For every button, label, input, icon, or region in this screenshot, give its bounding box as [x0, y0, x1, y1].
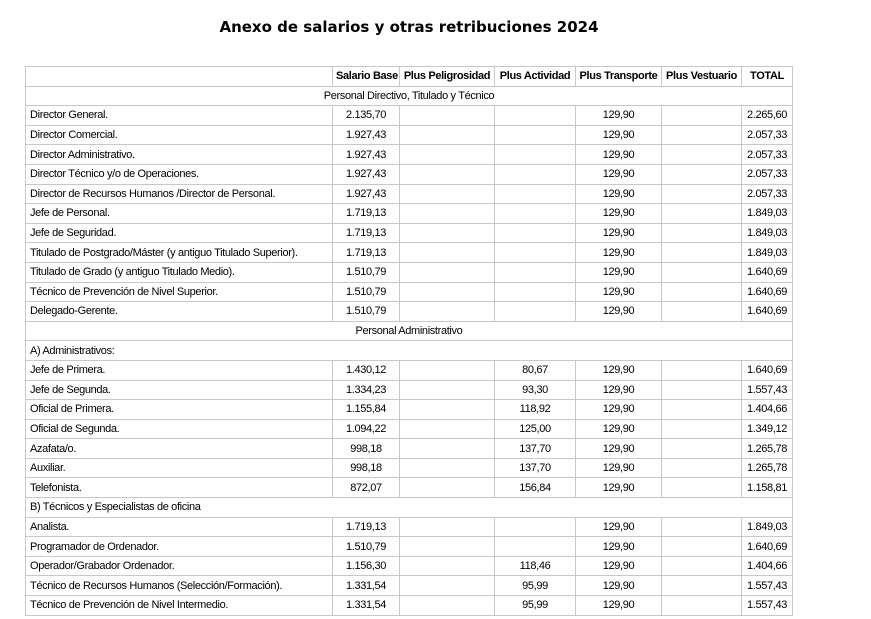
cell-plus-peligrosidad [400, 302, 495, 322]
cell-plus-vestuario [662, 556, 742, 576]
cell-salario-base: 1.510,79 [333, 282, 400, 302]
cell-salario-base: 1.927,43 [333, 184, 400, 204]
cell-total: 1.849,03 [742, 223, 793, 243]
cell-job-title: Azafata/o. [26, 439, 333, 459]
table-row [26, 184, 793, 204]
column-header-plus-actividad: Plus Actividad [495, 67, 576, 87]
table-row [26, 360, 793, 380]
table-row [26, 380, 793, 400]
cell-job-title: Jefe de Seguridad. [26, 223, 333, 243]
cell-plus-actividad [495, 145, 576, 165]
table-row [26, 478, 793, 498]
cell-plus-actividad [495, 184, 576, 204]
cell-plus-peligrosidad [400, 106, 495, 126]
cell-job-title: Jefe de Primera. [26, 360, 333, 380]
cell-plus-actividad [495, 302, 576, 322]
cell-plus-peligrosidad [400, 596, 495, 616]
cell-plus-transporte: 129,90 [576, 458, 662, 478]
cell-plus-vestuario [662, 596, 742, 616]
cell-salario-base: 872,07 [333, 478, 400, 498]
cell-total: 1.557,43 [742, 576, 793, 596]
table-row [26, 106, 793, 126]
cell-salario-base: 1.430,12 [333, 360, 400, 380]
cell-job-title: Director General. [26, 106, 333, 126]
cell-plus-vestuario [662, 400, 742, 420]
table-row [26, 282, 793, 302]
subsection-header-row [26, 498, 793, 518]
cell-total: 2.057,33 [742, 184, 793, 204]
cell-plus-actividad [495, 106, 576, 126]
cell-salario-base: 1.719,13 [333, 204, 400, 224]
cell-plus-peligrosidad [400, 204, 495, 224]
cell-plus-transporte: 129,90 [576, 517, 662, 537]
cell-total: 1.849,03 [742, 243, 793, 263]
cell-plus-vestuario [662, 145, 742, 165]
section-header-row [26, 86, 793, 106]
cell-job-title: Director de Recursos Humanos /Director de Personal. [26, 184, 333, 204]
cell-plus-actividad: 118,46 [495, 556, 576, 576]
cell-plus-vestuario [662, 458, 742, 478]
cell-plus-actividad [495, 537, 576, 557]
cell-plus-vestuario [662, 164, 742, 184]
cell-salario-base: 1.094,22 [333, 419, 400, 439]
cell-job-title: Delegado-Gerente. [26, 302, 333, 322]
cell-plus-vestuario [662, 419, 742, 439]
cell-plus-actividad: 80,67 [495, 360, 576, 380]
table-row [26, 262, 793, 282]
cell-plus-transporte: 129,90 [576, 439, 662, 459]
cell-plus-transporte: 129,90 [576, 204, 662, 224]
cell-plus-vestuario [662, 282, 742, 302]
table-row [26, 125, 793, 145]
cell-salario-base: 1.331,54 [333, 576, 400, 596]
table-row [26, 596, 793, 616]
cell-job-title: Telefonista. [26, 478, 333, 498]
cell-job-title: Jefe de Personal. [26, 204, 333, 224]
cell-plus-vestuario [662, 380, 742, 400]
cell-plus-peligrosidad [400, 262, 495, 282]
cell-job-title: Titulado de Postgrado/Máster (y antiguo Titulado Superior). [26, 243, 333, 263]
cell-job-title: Programador de Ordenador. [26, 537, 333, 557]
cell-plus-actividad: 125,00 [495, 419, 576, 439]
cell-job-title: Operador/Grabador Ordenador. [26, 556, 333, 576]
cell-plus-vestuario [662, 184, 742, 204]
cell-plus-transporte: 129,90 [576, 302, 662, 322]
cell-total: 2.057,33 [742, 164, 793, 184]
cell-salario-base: 1.927,43 [333, 125, 400, 145]
cell-plus-actividad: 93,30 [495, 380, 576, 400]
subsection-label: B) Técnicos y Especialistas de oficina [26, 498, 793, 518]
cell-job-title: Jefe de Segunda. [26, 380, 333, 400]
cell-plus-transporte: 129,90 [576, 360, 662, 380]
cell-plus-transporte: 129,90 [576, 106, 662, 126]
cell-plus-actividad [495, 223, 576, 243]
cell-plus-vestuario [662, 223, 742, 243]
cell-plus-vestuario [662, 439, 742, 459]
cell-plus-transporte: 129,90 [576, 262, 662, 282]
table-row [26, 537, 793, 557]
column-header-plus-vestuario: Plus Vestuario [662, 67, 742, 87]
cell-total: 1.265,78 [742, 439, 793, 459]
cell-plus-vestuario [662, 478, 742, 498]
cell-plus-vestuario [662, 576, 742, 596]
cell-plus-peligrosidad [400, 400, 495, 420]
table-row [26, 419, 793, 439]
cell-plus-vestuario [662, 125, 742, 145]
cell-plus-vestuario [662, 517, 742, 537]
cell-total: 1.557,43 [742, 596, 793, 616]
cell-plus-transporte: 129,90 [576, 478, 662, 498]
cell-plus-transporte: 129,90 [576, 380, 662, 400]
cell-plus-vestuario [662, 537, 742, 557]
subsection-header-row [26, 341, 793, 361]
cell-total: 2.057,33 [742, 125, 793, 145]
table-row [26, 576, 793, 596]
table-row [26, 223, 793, 243]
cell-plus-peligrosidad [400, 537, 495, 557]
cell-plus-peligrosidad [400, 223, 495, 243]
cell-total: 1.557,43 [742, 380, 793, 400]
cell-total: 1.640,69 [742, 262, 793, 282]
cell-total: 2.057,33 [742, 145, 793, 165]
cell-salario-base: 2.135,70 [333, 106, 400, 126]
cell-plus-transporte: 129,90 [576, 243, 662, 263]
cell-plus-actividad [495, 125, 576, 145]
cell-plus-actividad [495, 517, 576, 537]
cell-plus-actividad [495, 282, 576, 302]
table-row [26, 439, 793, 459]
cell-total: 1.404,66 [742, 556, 793, 576]
cell-job-title: Auxiliar. [26, 458, 333, 478]
cell-total: 1.265,78 [742, 458, 793, 478]
cell-plus-actividad: 95,99 [495, 596, 576, 616]
cell-plus-actividad: 118,92 [495, 400, 576, 420]
cell-plus-vestuario [662, 204, 742, 224]
cell-plus-vestuario [662, 302, 742, 322]
cell-salario-base: 998,18 [333, 439, 400, 459]
cell-salario-base: 1.334,23 [333, 380, 400, 400]
table-row [26, 556, 793, 576]
table-row [26, 164, 793, 184]
cell-salario-base: 1.719,13 [333, 517, 400, 537]
subsection-label: A) Administrativos: [26, 341, 793, 361]
cell-plus-peligrosidad [400, 125, 495, 145]
cell-total: 2.265,60 [742, 106, 793, 126]
cell-plus-actividad [495, 262, 576, 282]
cell-plus-actividad [495, 204, 576, 224]
cell-salario-base: 1.719,13 [333, 223, 400, 243]
cell-job-title: Técnico de Recursos Humanos (Selección/Formación). [26, 576, 333, 596]
cell-salario-base: 1.510,79 [333, 537, 400, 557]
cell-plus-actividad: 95,99 [495, 576, 576, 596]
column-header-salario-base: Salario Base [333, 67, 400, 87]
cell-total: 1.849,03 [742, 204, 793, 224]
cell-job-title: Técnico de Prevención de Nivel Superior. [26, 282, 333, 302]
cell-plus-transporte: 129,90 [576, 125, 662, 145]
cell-plus-transporte: 129,90 [576, 576, 662, 596]
cell-salario-base: 1.927,43 [333, 145, 400, 165]
cell-plus-actividad [495, 243, 576, 263]
column-header-category [26, 67, 333, 87]
cell-total: 1.640,69 [742, 282, 793, 302]
cell-salario-base: 998,18 [333, 458, 400, 478]
cell-plus-vestuario [662, 360, 742, 380]
cell-plus-actividad: 156,84 [495, 478, 576, 498]
cell-total: 1.349,12 [742, 419, 793, 439]
cell-plus-peligrosidad [400, 439, 495, 459]
table-row [26, 458, 793, 478]
cell-salario-base: 1.510,79 [333, 262, 400, 282]
cell-salario-base: 1.155,84 [333, 400, 400, 420]
column-header-plus-transporte: Plus Transporte [576, 67, 662, 87]
cell-total: 1.158,81 [742, 478, 793, 498]
cell-plus-peligrosidad [400, 145, 495, 165]
cell-plus-peligrosidad [400, 556, 495, 576]
table-row [26, 400, 793, 420]
cell-job-title: Titulado de Grado (y antiguo Titulado Medio). [26, 262, 333, 282]
cell-plus-peligrosidad [400, 517, 495, 537]
cell-salario-base: 1.156,30 [333, 556, 400, 576]
cell-plus-transporte: 129,90 [576, 164, 662, 184]
cell-plus-transporte: 129,90 [576, 596, 662, 616]
cell-total: 1.640,69 [742, 360, 793, 380]
cell-plus-peligrosidad [400, 360, 495, 380]
cell-total: 1.849,03 [742, 517, 793, 537]
cell-plus-vestuario [662, 262, 742, 282]
cell-job-title: Oficial de Segunda. [26, 419, 333, 439]
cell-job-title: Director Técnico y/o de Operaciones. [26, 164, 333, 184]
cell-plus-peligrosidad [400, 380, 495, 400]
cell-plus-peligrosidad [400, 419, 495, 439]
cell-plus-peligrosidad [400, 576, 495, 596]
table-row [26, 243, 793, 263]
cell-plus-actividad: 137,70 [495, 439, 576, 459]
cell-total: 1.640,69 [742, 302, 793, 322]
cell-plus-peligrosidad [400, 478, 495, 498]
cell-plus-peligrosidad [400, 282, 495, 302]
cell-salario-base: 1.719,13 [333, 243, 400, 263]
table-row [26, 302, 793, 322]
cell-salario-base: 1.331,54 [333, 596, 400, 616]
column-header-total: TOTAL [742, 67, 793, 87]
cell-job-title: Analista. [26, 517, 333, 537]
cell-plus-transporte: 129,90 [576, 556, 662, 576]
cell-plus-transporte: 129,90 [576, 282, 662, 302]
table-header-row [26, 67, 793, 87]
column-header-plus-peligrosidad: Plus Peligrosidad [400, 67, 495, 87]
section-label: Personal Directivo, Titulado y Técnico [26, 86, 793, 106]
cell-plus-peligrosidad [400, 243, 495, 263]
cell-job-title: Técnico de Prevención de Nivel Intermedio. [26, 596, 333, 616]
table-row [26, 517, 793, 537]
cell-plus-transporte: 129,90 [576, 145, 662, 165]
cell-salario-base: 1.510,79 [333, 302, 400, 322]
section-label: Personal Administrativo [26, 321, 793, 341]
cell-job-title: Director Comercial. [26, 125, 333, 145]
cell-plus-transporte: 129,90 [576, 400, 662, 420]
cell-plus-transporte: 129,90 [576, 537, 662, 557]
cell-plus-vestuario [662, 106, 742, 126]
cell-job-title: Director Administrativo. [26, 145, 333, 165]
cell-plus-transporte: 129,90 [576, 419, 662, 439]
cell-total: 1.640,69 [742, 537, 793, 557]
cell-job-title: Oficial de Primera. [26, 400, 333, 420]
cell-plus-transporte: 129,90 [576, 223, 662, 243]
table-row [26, 145, 793, 165]
cell-plus-actividad [495, 164, 576, 184]
cell-salario-base: 1.927,43 [333, 164, 400, 184]
table-row [26, 204, 793, 224]
cell-plus-actividad: 137,70 [495, 458, 576, 478]
cell-plus-peligrosidad [400, 458, 495, 478]
cell-plus-peligrosidad [400, 184, 495, 204]
cell-plus-transporte: 129,90 [576, 184, 662, 204]
section-header-row [26, 321, 793, 341]
cell-total: 1.404,66 [742, 400, 793, 420]
salary-table [25, 66, 793, 616]
cell-plus-vestuario [662, 243, 742, 263]
page-title: Anexo de salarios y otras retribuciones 2024 [219, 18, 599, 36]
cell-plus-peligrosidad [400, 164, 495, 184]
